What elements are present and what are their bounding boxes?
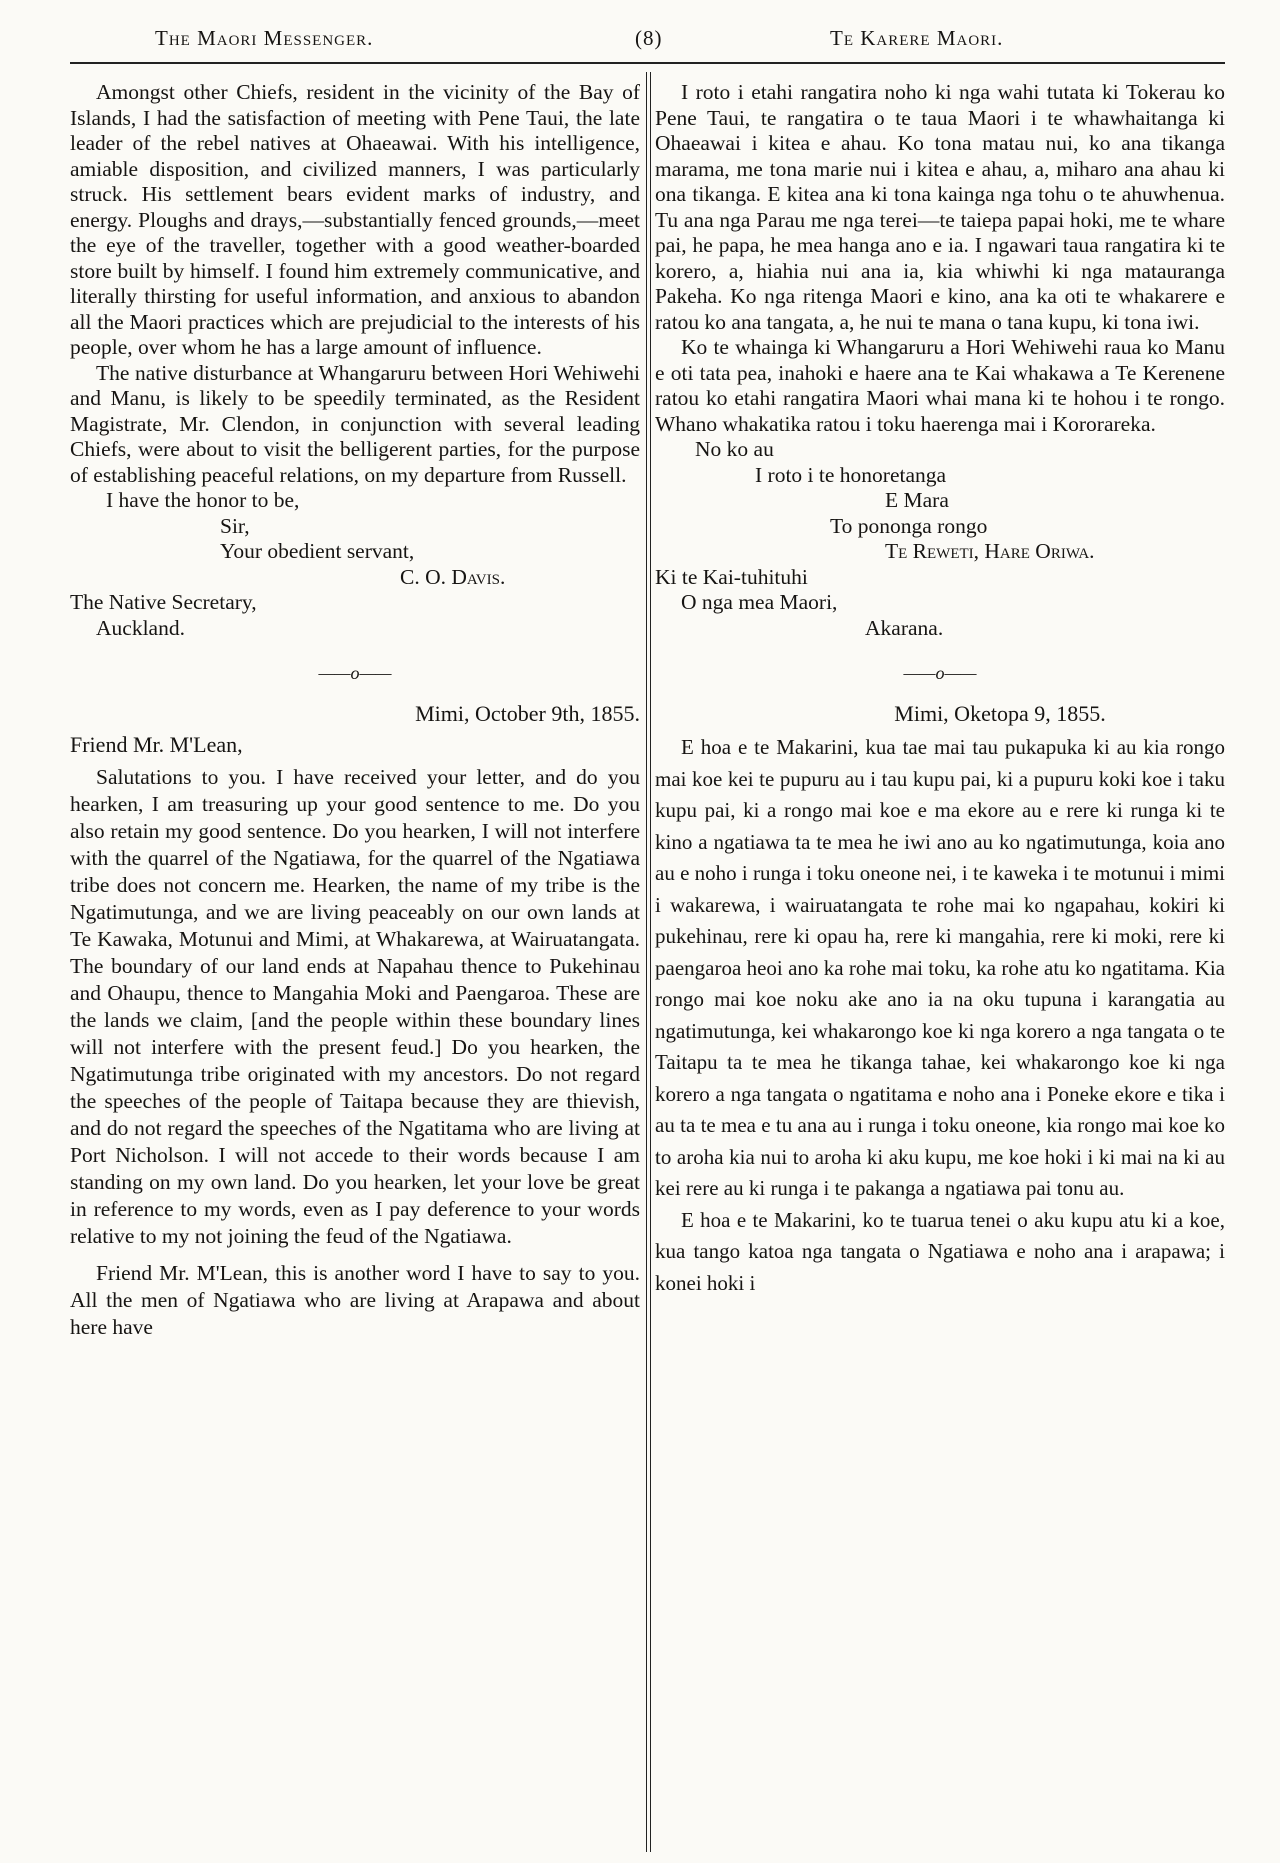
header-rule [70,62,1225,64]
closing-line-1-maori: No ko au [695,437,774,461]
letter-paragraph-2: Friend Mr. M'Lean, this is another word I have to say to you. All the men of Ngatiawa who are living at Arapawa and about here have [70,1260,640,1339]
addressee-line-1-maori: Ki te Kai-tuhituhi [655,564,808,589]
letter-paragraph-1-maori: E hoa e te Makarini, kua tae mai tau pukapuka ki au kia rongo mai koe kei te pupuru au i tau kupu pai, ki a pupuru koki koe i taku kupu pai, ki a rongo mai koe e ma ekore au e rere ki runga ki te kino a ngatiawa ta te mea he iwi ano au ko ngatimutunga, koia ano au e noho i runga i toku oneone nei, i te kaweka i te motunui i mimi i wakarewa, i wairuatangata te rohe mai ko ngapahau, kokiri ki pukehinau, rere ki opau ha, rere ki mangahia, rere ki moki, rere ki paengaroa heoi ano ka rohe mai toku, ka rohe atu ko ngatitama. Kia rongo mai koe noku ake ano ia na oku tupuna i karangatia au ngatimutunga, kei whakarongo koe ki nga korero a nga tangata o te Taitapu ta te mea he tikanga tahae, kei whakarongo koe ki nga korero a nga tangata o ngatitama e noho ana i Poneke ekore e tika i au ta te mea e tu ana au i runga i toku oneone, kia rongo mai koe ko to aroha kia nui to aroha ki aku kupu, me koe hoki i ki mai na ki au kei rere au ki runga i te pakanga a ngatiawa pai tonu au. [655,735,1225,1200]
closing-line-2: Sir, [220,513,250,538]
addressee-line-2: Auckland. [96,615,185,640]
addressee-line-3-maori: Akarana. [865,615,944,640]
closing-line-1: I have the honor to be, [106,488,300,512]
masthead-english: The Maori Messenger. [155,26,374,50]
closing-line-4-maori: To pononga rongo [830,513,988,538]
letter-body [70,764,640,1341]
signature: C. O. Davis. [400,564,506,589]
addressee-line-2-maori: O nga mea Maori, [681,590,838,614]
letter-paragraph-1: Salutations to you. I have received your letter, and do you hearken, I am treasuring up your good sentence to me. Do you also retain my good sentence. Do you hearken, I will not interfere with the quarrel of the Ngatiawa, for the quarrel of the Ngatiawa tribe does not concern me. Hearken, the name of my tribe is the Ngatimutunga, and we are living peaceably on our own lands at Te Kawaka, Motunui and Mimi, at Whakarewa, at Wairuatangata. The boundary of our land ends at Napahau thence to Pukehinau and Ohaupu, thence to Mangahia Moki and Paengaroa. These are the lands we claim, [and the people within these boundary lines will not interfere with the present feud.] Do you hearken, the Ngatimutunga tribe originated with my ancestors. Do not regard the speeches of the people of Taitapa because they are thievish, and do not regard the speeches of the Ngatitama who are living at Port Nicholson. I will not accede to their words because I am standing on my own land. Do you hearken, let your love be great in reference to my words, even as I pay deference to your words relative to my not joining the feud of the Ngatiawa. [70,764,640,1248]
maori-column [655,80,1225,1850]
masthead-maori: Te Karere Maori. [830,26,1004,50]
letter-dateline-maori: Mimi, Oketopa 9, 1855. [894,700,1106,726]
page-number: (8) [635,26,663,50]
closing-line-3: Your obedient servant, [220,539,415,563]
letter-paragraph-2-maori: E hoa e te Makarini, ko te tuarua tenei o aku kupu atu ki a koe, kua tango katoa nga tangata o Ngatiawa e noho ana i arapawa; i konei hoki i [655,1207,1225,1295]
addressee-line-1: The Native Secretary, [70,590,257,614]
report-paragraph-2: The native disturbance at Whangaruru between Hori Wehiwehi and Manu, is likely to be speedily terminated, as the Resident Magistrate, Mr. Clendon, in conjunction with several leading Chiefs, were about to visit the belligerent parties, for the purpose of establishing peaceful relations, on my departure from Russell. [70,360,640,487]
section-divider: ——o—— [318,663,392,683]
page-header [70,20,1220,60]
letter-body-maori [655,732,1225,1299]
column-divider-left [646,72,647,1852]
letter-dateline: Mimi, October 9th, 1855. [415,700,640,726]
report-paragraph-1: Amongst other Chiefs, resident in the vicinity of the Bay of Islands, I had the satisfaction of meeting with Pene Taui, the late leader of the rebel natives at Ohaeawai. With his intelligence, amiable disposition, and civilized manners, I was particularly struck. His settlement bears evident marks of industry, and energy. Ploughs and drays,—substantially fenced grounds,—meet the eye of the traveller, together with a good weather-boarded store built by himself. I found him extremely communicative, and literally thirsting for useful information, and anxious to abandon all the Maori practices which are prejudicial to the interests of his people, over whom he has a large amount of influence. [70,80,640,359]
section-divider-maori: ——o—— [903,663,977,683]
closing-line-3-maori: E Mara [885,488,949,512]
report-paragraph-2-maori: Ko te whainga ki Whangaruru a Hori Wehiwehi raua ko Manu e oti tata pea, inahoki e haere ana te Kai whakawa a Te Kerenene ratou ko etahi rangatira Maori whai mana ki te hohou i te rongo. Whano whakatika ratou i toku haerenga mai i Kororareka. [655,335,1225,436]
column-divider-right [650,72,651,1852]
signature-maori: Te Reweti, Hare Oriwa. [885,539,1095,563]
report-paragraph-1-maori: I roto i etahi rangatira noho ki nga wahi tutata ki Tokerau ko Pene Taui, te rangatira o te taua Maori i te whawhaitanga ki Ohaeawai i kitea e ahau. Ko tona matau nui, ko ana tikanga marama, me tona marie nui i kitea e ahau, a, miharo ana ahau ki ona tikanga. E kitea ana ki tona kainga nga tohu o te ahuwhenua. Tu ana nga Parau me nga terei—te taiepa papai hoki, me te whare pai, he papa, he mea hanga ano e ia. I ngawari taua rangatira ki te korero, a, hiahia nui ana ia, kia whiwhi ki nga matauranga Pakeha. Ko nga ritenga Maori e kino, ana ka oti te whakarere e ratou ko ana tangata, a, he nui te mana o tana kupu, ki tona iwi. [655,80,1225,334]
closing-line-2-maori: I roto i te honoretanga [755,462,947,487]
english-column [70,80,640,1850]
letter-salutation: Friend Mr. M'Lean, [70,732,243,757]
